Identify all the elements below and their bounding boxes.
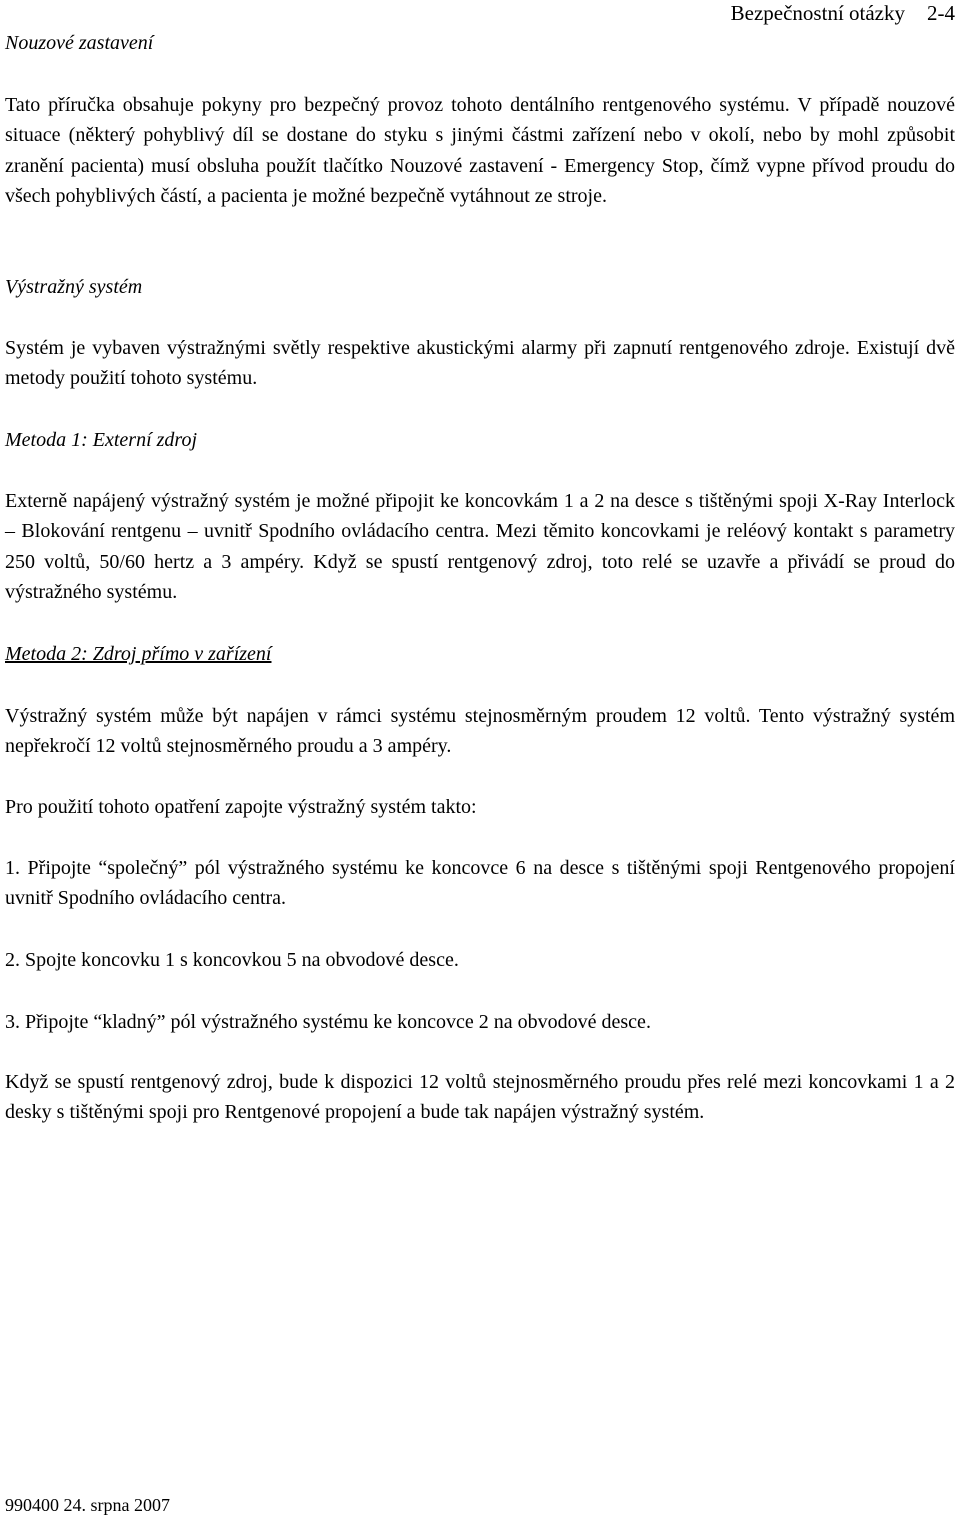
warning-system-paragraph: Systém je vybaven výstražnými světly respektive akustickými alarmy při zapnutí rentgenového zdroje. Existují dvě metody použití tohoto systému.: [5, 337, 955, 390]
method1-paragraph: Externě napájený výstražný systém je možné připojit ke koncovkám 1 a 2 na desce s tištěnými spoji X-Ray Interlock – Blokování rentgenu – uvnitř Spodního ovládacího centra. Mezi těmito koncovkami je reléový kontakt s parametry 250 voltů, 50/60 hertz a 3 ampéry. Když se spustí rentgenový zdroj, toto relé se uzavře a přivádí se proud do výstražného systému.: [5, 490, 955, 604]
warning-system-heading: Výstražný systém: [5, 276, 143, 298]
intro-paragraph: Tato příručka obsahuje pokyny pro bezpečný provoz tohoto dentálního rentgenového systému. V případě nouzové situace (některý pohyblivý díl se dostane do styku s jinými částmi zařízení nebo v okolí, nebo by mohl způsobit zranění pacienta) musí obsluha použít tlačítko Nouzové zastavení - Emergency Stop, čímž vypne přívod proudu do všech pohyblivých částí, a pacienta je možné bezpečně vytáhnout ze stroje.: [5, 94, 955, 208]
method2-instruction: Pro použití tohoto opatření zapojte výstražný systém takto:: [5, 796, 477, 818]
footer-doc-id: 990400: [5, 1495, 59, 1515]
section-title: Nouzové zastavení: [5, 32, 154, 54]
method2-paragraph: Výstražný systém může být napájen v rámci systému stejnosměrným proudem 12 voltů. Tento výstražný systém nepřekročí 12 voltů stejnosměrného proudu a 3 ampéry.: [5, 705, 955, 758]
method1-heading: Metoda 1: Externí zdroj: [5, 429, 198, 451]
footer-date: 24. srpna 2007: [63, 1495, 170, 1515]
step-item-2: 2. Spojte koncovku 1 s koncovkou 5 na obvodové desce.: [5, 949, 459, 971]
step-item-3: 3. Připojte “kladný” pól výstražného systému ke koncovce 2 na obvodové desce.: [5, 1011, 651, 1033]
page-footer: [5, 1494, 170, 1516]
step-item-1: 1. Připojte “společný” pól výstražného systému ke koncovce 6 na desce s tištěnými spoji Rentgenového propojení uvnitř Spodního ovládacího centra.: [5, 857, 955, 910]
page-number: 2-4: [927, 1, 955, 25]
method2-heading: Metoda 2: Zdroj přímo v zařízení: [5, 643, 272, 665]
page-header: [731, 0, 955, 26]
chapter-title: Bezpečnostní otázky: [730, 1, 905, 25]
closing-paragraph: Když se spustí rentgenový zdroj, bude k dispozici 12 voltů stejnosměrného proudu přes relé mezi koncovkami 1 a 2 desky s tištěnými spoji pro Rentgenové propojení a bude tak napájen výstražný systém.: [5, 1071, 955, 1124]
